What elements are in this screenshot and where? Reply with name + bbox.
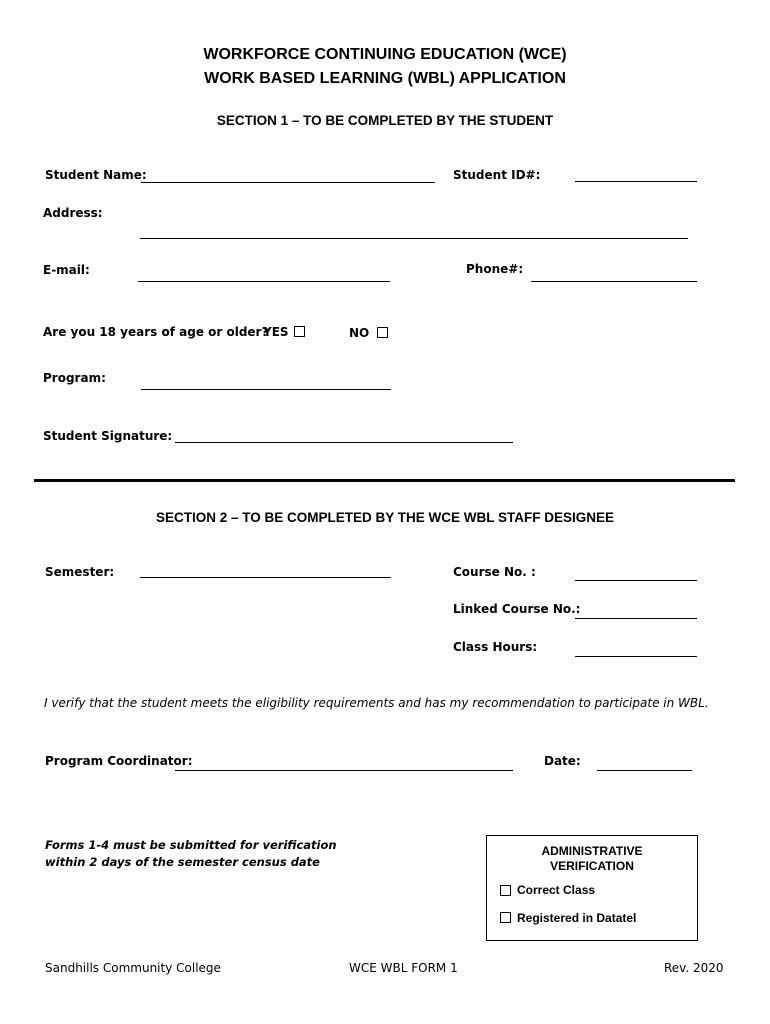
verification-statement: I verify that the student meets the eligibility requirements and has my recommendation to participate in WBL. bbox=[44, 696, 709, 710]
footer-college: Sandhills Community College bbox=[45, 961, 221, 975]
footer-form-name: WCE WBL FORM 1 bbox=[349, 961, 458, 975]
correct-class-checkbox[interactable] bbox=[500, 885, 511, 896]
date-field[interactable] bbox=[597, 770, 692, 771]
program-coordinator-label: Program Coordinator: bbox=[45, 754, 193, 768]
section-1-heading: SECTION 1 – TO BE COMPLETED BY THE STUDENT bbox=[216, 113, 554, 128]
registered-datatel-label: Registered in Datatel bbox=[517, 911, 637, 925]
student-name-field[interactable] bbox=[141, 182, 435, 183]
submission-note-line-1: Forms 1-4 must be submitted for verification bbox=[45, 838, 337, 852]
admin-title-line-1: ADMINISTRATIVE bbox=[541, 844, 643, 858]
section-divider bbox=[34, 479, 735, 482]
footer-revision: Rev. 2020 bbox=[664, 961, 724, 975]
registered-datatel-checkbox[interactable] bbox=[500, 912, 511, 923]
student-signature-field[interactable] bbox=[175, 442, 513, 443]
student-name-label: Student Name: bbox=[45, 168, 147, 182]
program-field[interactable] bbox=[141, 389, 391, 390]
no-checkbox[interactable] bbox=[377, 327, 388, 338]
linked-course-field[interactable] bbox=[575, 618, 697, 619]
student-id-field[interactable] bbox=[575, 181, 697, 182]
class-hours-label: Class Hours: bbox=[453, 640, 538, 654]
admin-title-line-2: VERIFICATION bbox=[550, 859, 634, 873]
semester-field[interactable] bbox=[140, 577, 391, 578]
form-title-line-2: WORK BASED LEARNING (WBL) APPLICATION bbox=[204, 70, 566, 87]
correct-class-label: Correct Class bbox=[517, 883, 596, 897]
semester-label: Semester: bbox=[45, 565, 115, 579]
student-id-label: Student ID#: bbox=[453, 168, 541, 182]
date-label: Date: bbox=[544, 754, 581, 768]
section-2-heading: SECTION 2 – TO BE COMPLETED BY THE WCE WBL STAFF DESIGNEE bbox=[155, 510, 615, 525]
address-label: Address: bbox=[43, 206, 103, 220]
form-title-line-1: WORKFORCE CONTINUING EDUCATION (WCE) bbox=[203, 46, 567, 63]
email-label: E-mail: bbox=[43, 263, 90, 277]
course-no-label: Course No. : bbox=[453, 565, 536, 579]
class-hours-field[interactable] bbox=[575, 656, 697, 657]
submission-note-line-2: within 2 days of the semester census date bbox=[45, 855, 320, 869]
email-field[interactable] bbox=[138, 281, 390, 282]
no-label: NO bbox=[349, 326, 370, 340]
program-label: Program: bbox=[43, 371, 106, 385]
student-signature-label: Student Signature: bbox=[43, 429, 173, 443]
age-question: Are you 18 years of age or older? bbox=[43, 325, 269, 339]
administrative-verification-box bbox=[486, 835, 698, 941]
yes-checkbox[interactable] bbox=[294, 326, 305, 337]
phone-field[interactable] bbox=[531, 281, 697, 282]
yes-label: YES bbox=[263, 325, 289, 339]
program-coordinator-field[interactable] bbox=[175, 770, 513, 771]
address-field[interactable] bbox=[140, 238, 688, 239]
phone-label: Phone#: bbox=[466, 262, 524, 276]
course-no-field[interactable] bbox=[575, 580, 697, 581]
linked-course-label: Linked Course No.: bbox=[453, 602, 581, 616]
